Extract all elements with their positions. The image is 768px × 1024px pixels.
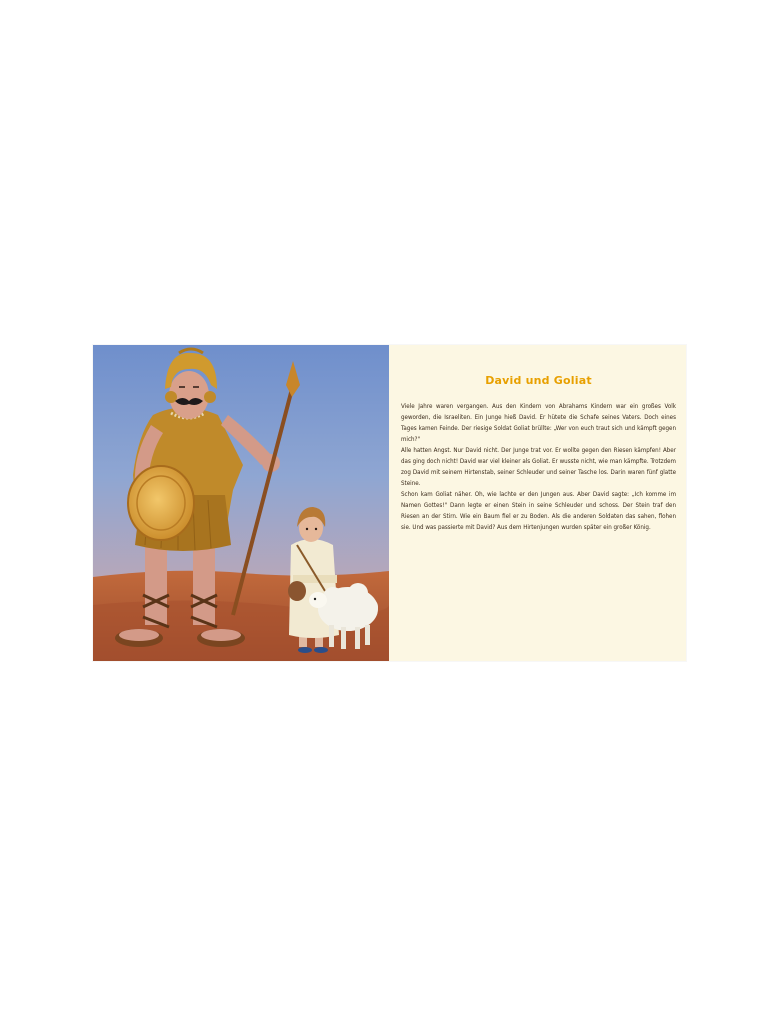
story-title: David und Goliat [485, 374, 592, 387]
story-paragraph: Viele Jahre waren vergangen. Aus den Kindern von Abrahams Kindern war ein großes Volk geworden, die Israeliten. Ein Junge hieß David. Er hütete die Schafe seines Vaters. Doch eines Tages kamen Feinde. Der riesige Soldat Goliat brüllte: „Wer von euch traut sich und kämpft gegen mich?" [401, 403, 676, 443]
story-paragraph: Alle hatten Angst. Nur David nicht. Der Junge trat vor. Er wollte gegen den Riesen kämpfen! Aber das ging doch nicht! David war viel kleiner als Goliat. Er wusste nicht, wie man kämpfte. Trotzdem zog David mit seinem Hirtenstab, seiner Schleuder und seiner Tasche los. Darin waren fünf glatte Steine. [401, 447, 676, 487]
text-page [389, 345, 686, 661]
sheep-head [309, 592, 327, 608]
illustration-page [93, 345, 389, 661]
book-spread [93, 345, 686, 661]
story-paragraph: Schon kam Goliat näher. Oh, wie lachte er den Jungen aus. Aber David sagte: „Ich komme im Namen Gottes!" Dann legte er einen Stein in seine Schleuder und schoss. Der Stein traf den Riesen an der Stirn. Wie ein Baum fiel er zu Boden. Als die anderen Soldaten das sahen, flohen sie. Und was passierte mit David? Aus dem Hirtenjungen wurden später ein großer König. [401, 491, 676, 531]
story-body [401, 401, 676, 533]
goliath-shield [128, 466, 194, 540]
goliath-david-illustration [93, 345, 389, 661]
